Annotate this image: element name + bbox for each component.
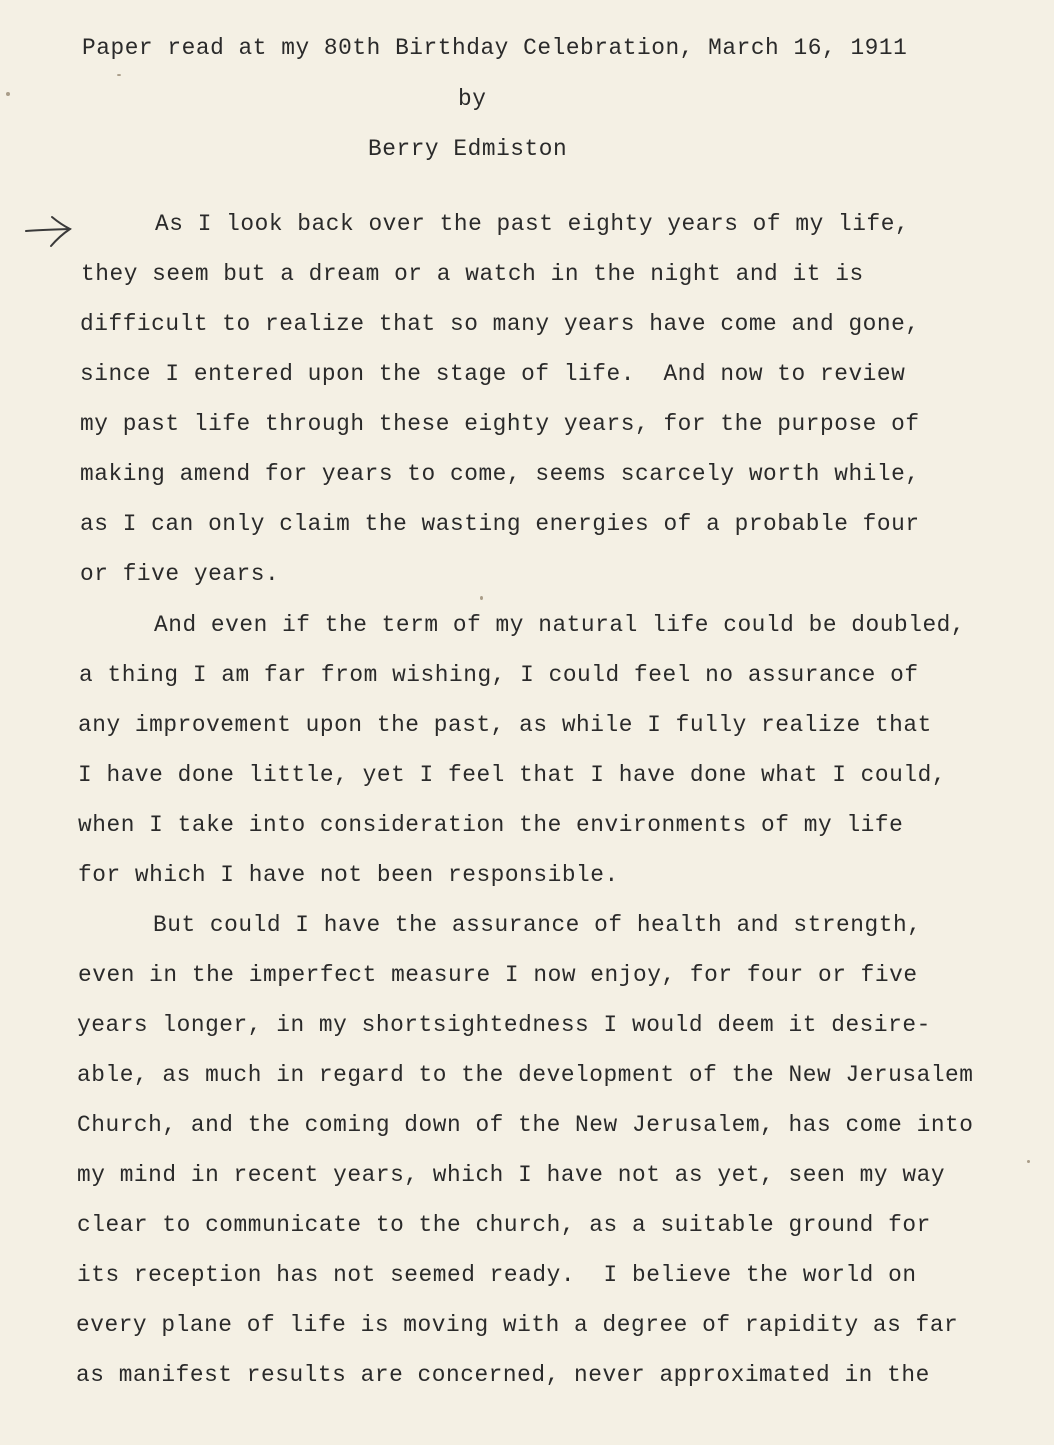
body-line: as manifest results are concerned, never approximated in the <box>76 1362 930 1388</box>
body-line: As I look back over the past eighty years of my life, <box>155 211 910 237</box>
body-line: Church, and the coming down of the New Jerusalem, has come into <box>77 1112 974 1138</box>
paper-speck <box>1027 1160 1030 1163</box>
paper-speck <box>6 92 10 96</box>
body-line: years longer, in my shortsightedness I would deem it desire- <box>77 1012 931 1038</box>
body-line: But could I have the assurance of health and strength, <box>153 912 922 938</box>
body-line: making amend for years to come, seems scarcely worth while, <box>80 461 920 487</box>
body-line: every plane of life is moving with a degree of rapidity as far <box>76 1312 959 1338</box>
body-line: for which I have not been responsible. <box>78 862 619 888</box>
body-line: since I entered upon the stage of life. And now to review <box>80 361 906 387</box>
body-line: difficult to realize that so many years have come and gone, <box>80 311 920 337</box>
body-line: or five years. <box>80 561 280 587</box>
body-line: they seem but a dream or a watch in the night and it is <box>81 261 864 287</box>
paper-speck <box>480 596 483 600</box>
body-line: a thing I am far from wishing, I could feel no assurance of <box>79 662 919 688</box>
body-line: able, as much in regard to the development of the New Jerusalem <box>77 1062 974 1088</box>
body-line: its reception has not seemed ready. I believe the world on <box>77 1262 917 1288</box>
body-line: as I can only claim the wasting energies of a probable four <box>80 511 920 537</box>
body-line: even in the imperfect measure I now enjoy, for four or five <box>78 962 918 988</box>
author-name: Berry Edmiston <box>368 136 568 162</box>
body-line: my mind in recent years, which I have not as yet, seen my way <box>77 1162 946 1188</box>
body-line: clear to communicate to the church, as a suitable ground for <box>77 1212 931 1238</box>
body-line: when I take into consideration the environments of my life <box>78 812 904 838</box>
body-line: any improvement upon the past, as while I fully realize that <box>78 712 932 738</box>
byline-by: by <box>458 86 487 112</box>
document-title: Paper read at my 80th Birthday Celebration, March 16, 1911 <box>82 35 908 61</box>
body-line: I have done little, yet I feel that I have done what I could, <box>78 762 947 788</box>
arrow-icon <box>24 214 74 248</box>
paper-speck <box>117 74 121 76</box>
body-line: my past life through these eighty years, for the purpose of <box>80 411 920 437</box>
body-line: And even if the term of my natural life could be doubled, <box>154 612 966 638</box>
